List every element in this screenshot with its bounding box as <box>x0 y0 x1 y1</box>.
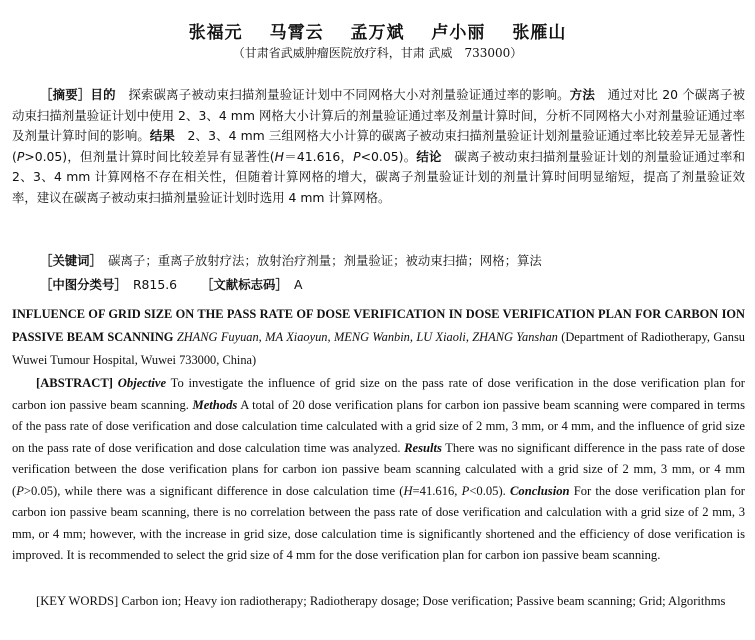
keywords-text: Carbon ion; Heavy ion radiotherapy; Radiotherapy dosage; Dose verification; Passive beam scanning; Grid; Algorithms <box>121 594 726 608</box>
english-abstract <box>12 373 745 567</box>
author-name: 张雁山 <box>512 23 567 43</box>
conclusion-text: For the dose verification plan for carbon ion passive beam scanning, there is no correlation between the pass rate of dose verification and calculation with a grid size of 2 mm, 3 mm, or 4 mm; however, with the increase in grid size, dose calculation time is significantly shortened and the efficiency of dose verification is improved. It is recommended to select the grid size of 4 mm for the dose verification plan for carbon ion passive beam scanning. <box>12 483 745 562</box>
results-text: There was no significant difference in the pass rate of dose verification between the dose verification plans for carbon ion passive beam scanning calculated with a grid size of 2 mm, 3 mm, or 4 mm ( <box>12 440 746 498</box>
methods-text: A total of 20 dose verification plans for carbon ion passive beam scanning were compared in terms of the pass rate of dose verification and dose calculation time calculated with a grid size of 2 mm, 3 mm, or 4 mm, and the influence of grid size on the pass rate of dose verification and dose calculation time was analyzed. <box>12 397 745 455</box>
author-name: 孟万斌 <box>350 23 405 43</box>
chinese-author-list <box>0 18 755 43</box>
objective-label: Objective <box>117 376 167 390</box>
h-symbol: H <box>274 148 284 164</box>
chinese-classification <box>40 275 745 296</box>
classification-label: ［中图分类号］ <box>40 277 121 292</box>
english-authors: ZHANG Fuyuan, MA Xiaoyun, MENG Wanbin, LU Xiaoli, ZHANG Yanshan <box>176 330 558 344</box>
methods-label: Methods <box>192 397 238 412</box>
english-title-block <box>12 303 745 372</box>
h-symbol: H <box>403 483 413 498</box>
objective-text: To investigate the influence of grid size on the pass rate of dose verification in the dose verification plan for carbon ion passive beam scanning. <box>12 376 745 412</box>
results-label: Results <box>404 440 442 455</box>
methods-label: 方法 <box>569 87 596 102</box>
author-name: 张福元 <box>188 23 243 43</box>
classification-value: R815.6 <box>132 277 178 292</box>
methods-text: 通过对比 20 个碳离子被动束扫描剂量验证计划中使用 2、3、4 mm 网格大小计算后的剂量验证通过率及剂量计算时间，分析不同网格大小对剂量验证通过率及剂量计算时间的影响。 <box>12 87 746 143</box>
document-code-label: ［文献标志码］ <box>201 277 282 292</box>
english-title: INFLUENCE OF GRID SIZE ON THE PASS RATE OF DOSE VERIFICATION IN DOSE VERIFICATION PLAN FOR CARBON ION PASSIVE BEAM SCANNING <box>12 307 745 344</box>
p-symbol: P <box>16 483 24 498</box>
results-text: 2、3、4 mm 三组网格大小计算的碳离子被动束扫描剂量验证计划剂量验证通过率比较差异无显著性( <box>12 128 746 164</box>
results-text: <0.05). <box>469 483 506 498</box>
results-text: =41.616, <box>412 483 462 498</box>
abstract-label: [ABSTRACT] <box>36 376 113 390</box>
objective-label: 目的 <box>90 87 116 102</box>
keywords-label: [KEY WORDS] <box>36 594 119 608</box>
keywords-text: 碳离子；重离子放射疗法；放射治疗剂量；剂量验证；被动束扫描；网格；算法 <box>108 253 542 268</box>
abstract-label: ［摘要］ <box>40 87 91 102</box>
p-symbol: P <box>353 148 361 164</box>
results-label: 结果 <box>149 128 175 143</box>
chinese-affiliation: （甘肃省武威肿瘤医院放疗科，甘肃 武威 733000） <box>232 46 523 60</box>
results-text: >0.05)，但剂量计算时间比较差异有显著性( <box>24 148 275 164</box>
chinese-keywords <box>40 251 745 272</box>
author-name: 马霄云 <box>269 23 324 43</box>
p-symbol: P <box>461 483 470 498</box>
document-code-value: A <box>293 277 303 292</box>
conclusion-label: Conclusion <box>510 483 570 498</box>
results-text: <0.05)。 <box>360 148 417 164</box>
conclusion-label: 结论 <box>416 148 442 164</box>
results-text: >0.05), while there was a significant difference in dose calculation time ( <box>23 483 404 498</box>
results-text: ＝41.616， <box>283 148 354 164</box>
p-symbol: P <box>16 148 25 164</box>
objective-text: 探索碳离子被动束扫描剂量验证计划中不同网格大小对剂量验证通过率的影响。 <box>128 87 570 102</box>
author-name: 卢小丽 <box>431 23 486 43</box>
chinese-abstract <box>12 85 745 208</box>
keywords-label: ［关键词］ <box>40 253 96 268</box>
conclusion-text: 碳离子被动束扫描剂量验证计划的剂量验证通过率和 2、3、4 mm 计算网格不存在相关性，但随着计算网格的增大，碳离子剂量验证计划的剂量计算时间明显缩短，提高了剂量验证效率，建议在碳离子被动束扫描剂量验证计划时选用 4 mm 计算网格。 <box>12 148 746 205</box>
english-affiliation: (Department of Radiotherapy, Gansu Wuwei Tumour Hospital, Wuwei 733000, China) <box>12 330 745 367</box>
english-keywords <box>12 590 745 612</box>
